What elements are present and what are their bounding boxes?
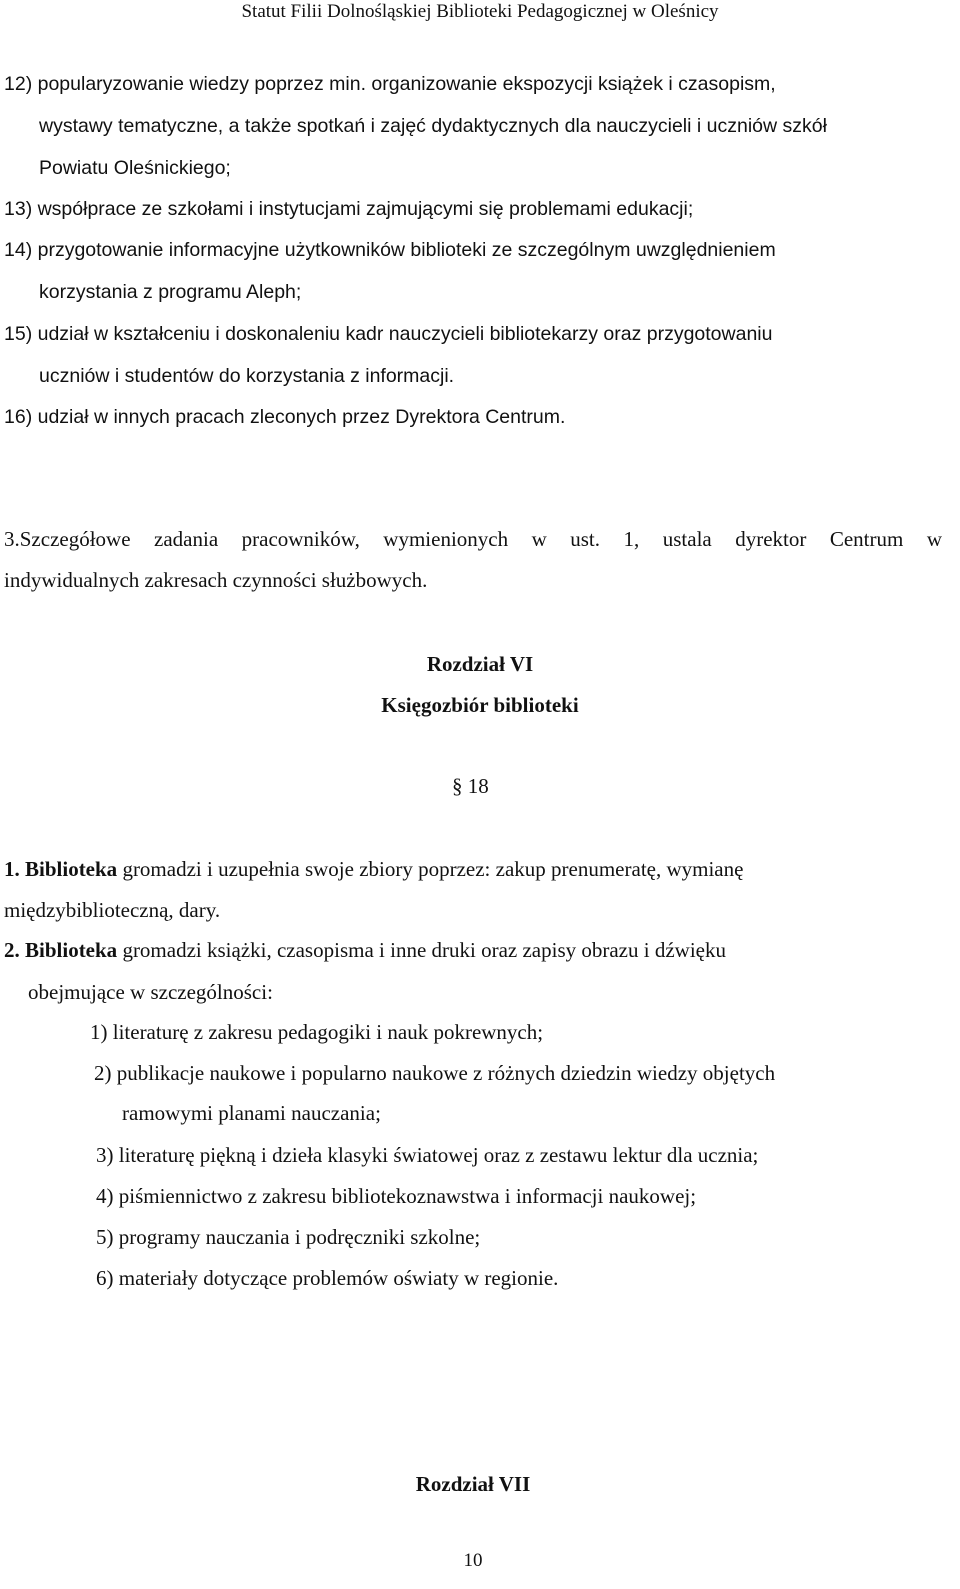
list-item-12-line-2: wystawy tematyczne, a także spotkań i zajęć dydaktycznych dla nauczycieli i uczniów szkół	[39, 115, 827, 137]
list-item-12-line-1: 12) popularyzowanie wiedzy poprzez min. organizowanie ekspozycji książek i czasopism,	[4, 73, 776, 95]
item-2-number: 2.	[4, 938, 20, 962]
item-2-line-2: obejmujące w szczególności:	[28, 980, 273, 1004]
item-1-text: gromadzi i uzupełnia swoje zbiory poprzez: zakup prenumeratę, wymianę	[117, 857, 744, 881]
page-header: Statut Filii Dolnośląskiej Biblioteki Pedagogicznej w Oleśnicy	[241, 1, 719, 22]
list-item-15-line-1: 15) udział w kształceniu i doskonaleniu kadr nauczycieli bibliotekarzy oraz przygotowaniu	[4, 323, 773, 345]
list-item-14-line-2: korzystania z programu Aleph;	[39, 281, 302, 303]
list-item-15-line-2: uczniów i studentów do korzystania z informacji.	[39, 365, 455, 387]
item-1-line-2: międzybiblioteczną, dary.	[4, 898, 221, 922]
chapter-6-subtitle: Księgozbiór biblioteki	[381, 693, 579, 717]
page-number: 10	[463, 1550, 483, 1571]
paragraph-18-label: § 18	[452, 774, 489, 798]
chapter-6-title: Rozdział VI	[426, 652, 534, 676]
list-item-12-line-3: Powiatu Oleśnickiego;	[39, 157, 231, 179]
sublist-item-4: 4) piśmiennictwo z zakresu bibliotekoznawstwa i informacji naukowej;	[96, 1184, 697, 1208]
point-3-line-2: indywidualnych zakresach czynności służbowych.	[4, 568, 428, 592]
sublist-item-2-line-2: ramowymi planami nauczania;	[122, 1101, 381, 1125]
sublist-item-5: 5) programy nauczania i podręczniki szkolne;	[96, 1225, 481, 1249]
item-1-number: 1.	[4, 857, 20, 881]
item-1-line-1	[4, 857, 743, 881]
item-2-text: gromadzi książki, czasopisma i inne druki oraz zapisy obrazu i dźwięku	[117, 938, 726, 962]
item-2-line-1	[4, 938, 726, 962]
list-item-16: 16) udział w innych pracach zleconych przez Dyrektora Centrum.	[4, 406, 566, 428]
sublist-item-2-line-1: 2) publikacje naukowe i popularno naukowe z różnych dziedzin wiedzy objętych	[94, 1061, 776, 1085]
sublist-item-6: 6) materiały dotyczące problemów oświaty w regionie.	[96, 1266, 559, 1290]
sublist-item-3: 3) literaturę piękną i dzieła klasyki światowej oraz z zestawu lektur dla ucznia;	[96, 1143, 759, 1167]
item-1-keyword: Biblioteka	[25, 857, 118, 881]
list-item-14-line-1: 14) przygotowanie informacyjne użytkowników biblioteki ze szczególnym uwzględnieniem	[4, 239, 776, 261]
list-item-13: 13) współprace ze szkołami i instytucjami zajmującymi się problemami edukacji;	[4, 198, 694, 220]
item-2-keyword: Biblioteka	[25, 938, 118, 962]
point-3-line-1: 3.Szczegółowe zadania pracowników, wymienionych w ust. 1, ustala dyrektor Centrum w	[4, 527, 942, 551]
sublist-item-1: 1) literaturę z zakresu pedagogiki i nauk pokrewnych;	[90, 1020, 544, 1044]
chapter-7-title: Rozdział VII	[415, 1472, 531, 1496]
